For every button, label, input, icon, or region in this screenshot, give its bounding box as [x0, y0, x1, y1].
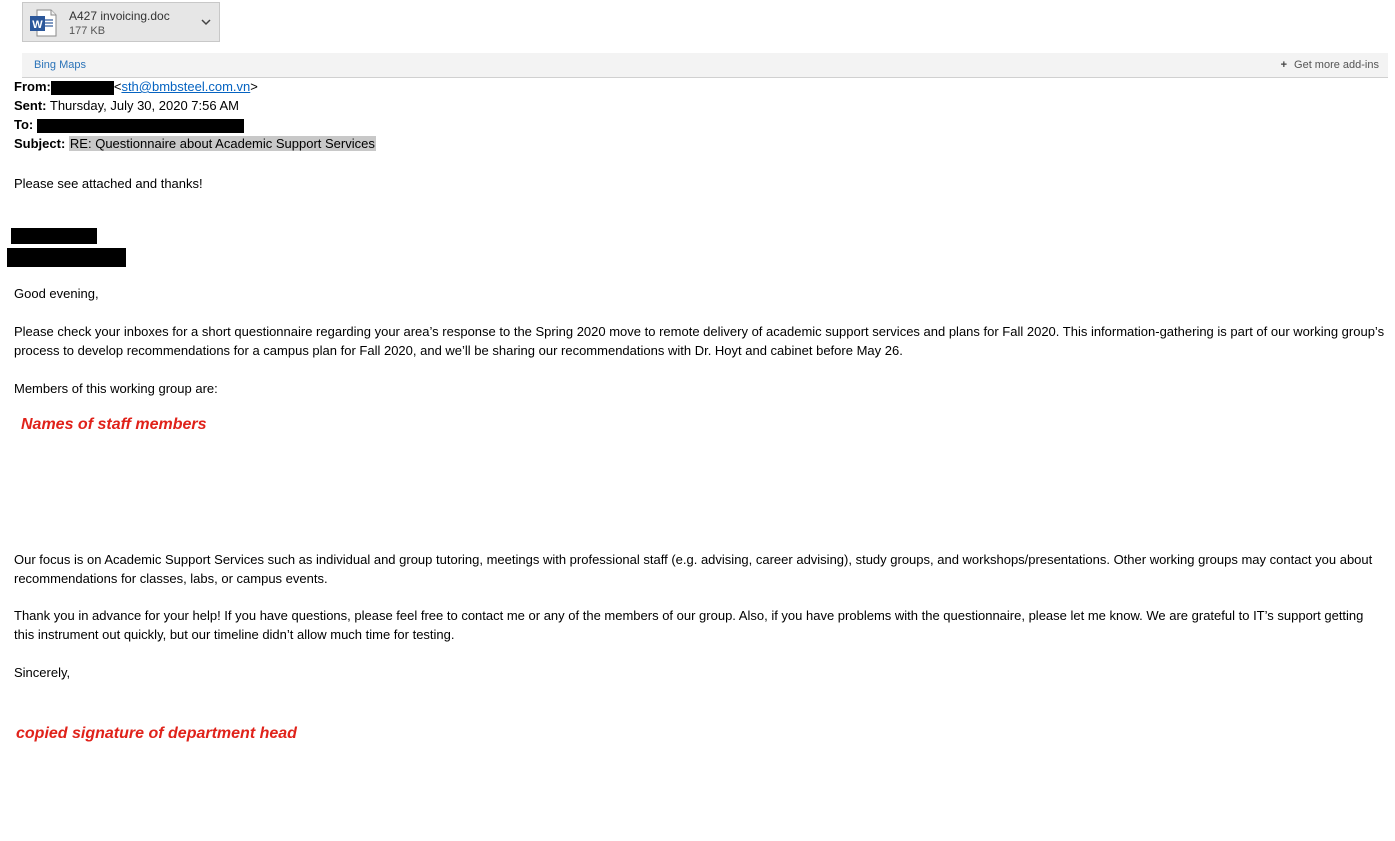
- closing: Sincerely,: [14, 665, 71, 680]
- redacted-sender-name: [51, 81, 114, 95]
- paragraph-thanks: Thank you in advance for your help! If you have questions, please feel free to contact me or any of the members of our group. Also, if you have problems with the questionnaire, please let me know. We are grateful to IT’s support getting this instrument out quickly, but our timeline didn’t allow much time for testing.: [14, 608, 1364, 642]
- subject-value: RE: Questionnaire about Academic Support Services: [69, 136, 375, 151]
- redacted-recipient: [37, 119, 244, 133]
- get-more-addins-label: Get more add-ins: [1294, 59, 1379, 71]
- addin-bar: [22, 53, 1388, 78]
- greeting: Good evening,: [14, 286, 99, 301]
- paragraph-focus: Our focus is on Academic Support Services such as individual and group tutoring, meetings with professional staff (e.g. advising, career advising), study groups, and workshops/presentations. Other working groups may contact you about recommendations for classes, labs, or campus events.: [14, 552, 1373, 586]
- to-label: To:: [14, 117, 34, 132]
- svg-text:W: W: [32, 19, 43, 31]
- attachment-card[interactable]: [22, 2, 220, 42]
- reply-line: Please see attached and thanks!: [14, 176, 203, 191]
- word-doc-icon: [28, 8, 58, 38]
- sent-label: Sent:: [14, 98, 47, 113]
- subject-line: [14, 136, 376, 151]
- sender-email-link[interactable]: sth@bmbsteel.com.vn: [121, 79, 251, 94]
- plus-icon: +: [1280, 59, 1288, 71]
- subject-label: Subject:: [14, 136, 66, 151]
- attachment-file-size: 177 KB: [69, 25, 106, 37]
- attachment-file-name: A427 invoicing.doc: [69, 9, 170, 23]
- from-line: From: <sth@bmbsteel.com.vn>: [14, 79, 258, 94]
- sent-value: Thursday, July 30, 2020 7:56 AM: [49, 98, 239, 113]
- sent-line: [14, 98, 239, 113]
- redacted-signature-line-2: [7, 248, 126, 267]
- signature-annotation: copied signature of department head: [16, 725, 297, 742]
- paragraph-questionnaire: Please check your inboxes for a short questionnaire regarding your area’s response to the Spring 2020 move to remote delivery of academic support services and plans for Fall 2020. This information-gathering is part of our working group’s process to develop recommendations for a campus plan for Fall 2020, and we’ll be sharing our recommendations with Dr. Hoyt and cabinet before May 26.: [14, 324, 1385, 358]
- staff-names-annotation: Names of staff members: [21, 416, 207, 433]
- bing-maps-link[interactable]: Bing Maps: [34, 59, 86, 71]
- get-more-addins-link[interactable]: [1281, 59, 1379, 71]
- redacted-signature-line-1: [11, 228, 97, 244]
- from-label: From:: [14, 79, 51, 94]
- chevron-down-icon[interactable]: [199, 15, 213, 29]
- to-line: [14, 117, 244, 133]
- members-intro: Members of this working group are:: [14, 381, 218, 396]
